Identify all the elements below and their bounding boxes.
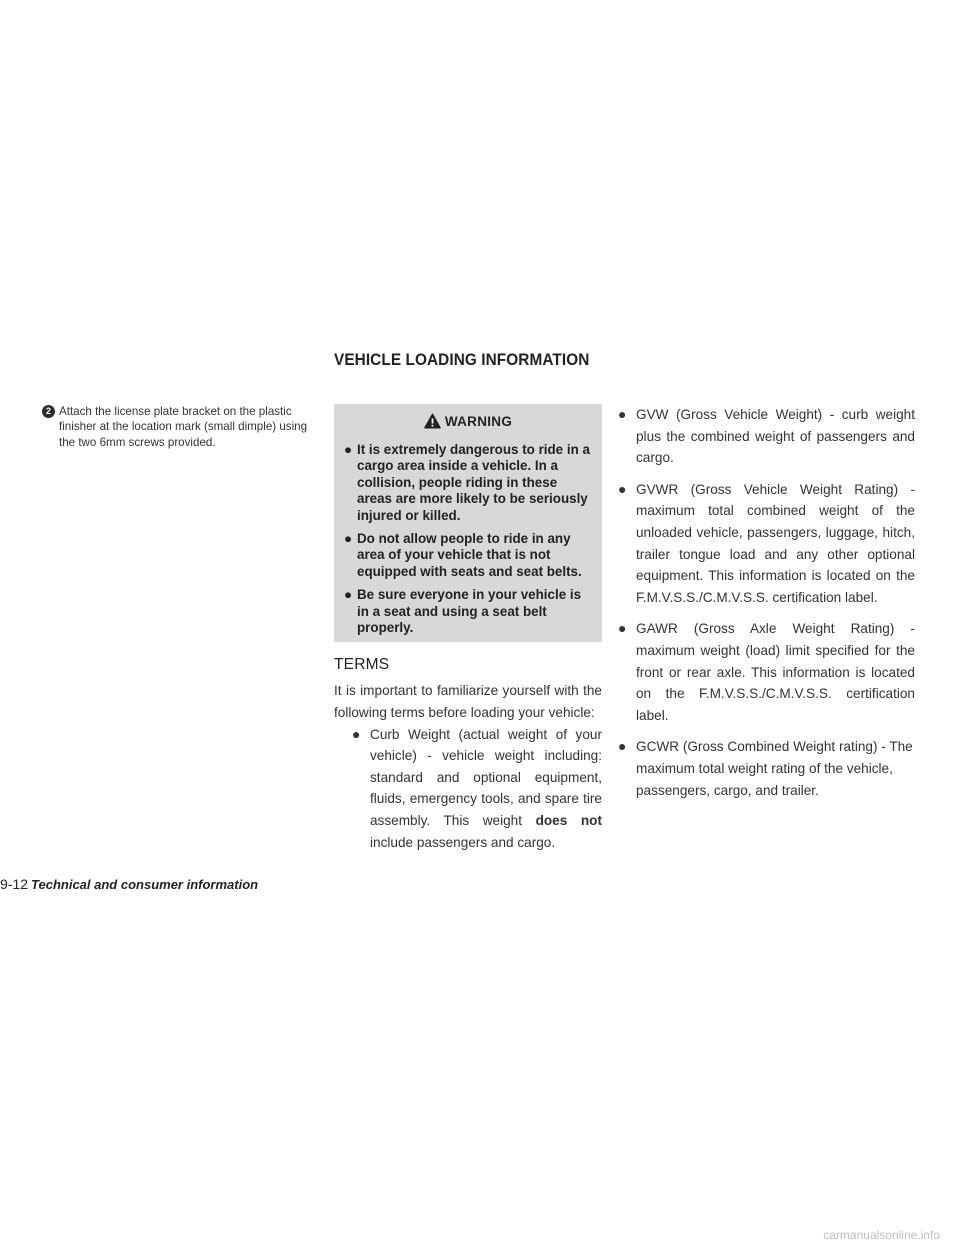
bullet-icon: ●	[344, 587, 353, 603]
column-left	[42, 404, 317, 450]
warning-item	[344, 531, 592, 580]
term-text: GVWR (Gross Vehicle Weight Rating) - maximum total combined weight of the unloaded vehicle, passengers, luggage, hitch, trailer tongue load and any other optional equipment. This information is located on the F.M.V.S.S./C.M.V.S.S. certification label.	[636, 481, 915, 605]
warning-text: Be sure everyone in your vehicle is in a seat and using a seat belt properly.	[357, 587, 582, 636]
step-text: Attach the license plate bracket on the plastic finisher at the location mark (small dimple) using the two 6mm screws provided.	[59, 405, 308, 449]
warning-item	[344, 587, 592, 636]
term-item-curb-weight	[352, 724, 602, 854]
term-text	[370, 724, 602, 854]
warning-header	[344, 407, 592, 435]
watermark: carmanualsonline.info	[823, 1228, 940, 1242]
term-text: GCWR (Gross Combined Weight rating) - The maximum total weight rating of the vehicle, passengers, cargo, and trailer.	[636, 739, 913, 798]
term-text-after: include passengers and cargo.	[370, 834, 556, 850]
warning-triangle-icon	[424, 413, 441, 429]
term-text-before: Curb Weight (actual weight of your vehicle) - vehicle weight including: standard and optional equipment, fluids, emergency tools, and spare tire assembly. This weight	[370, 726, 602, 829]
page-footer	[0, 876, 258, 892]
section-heading: VEHICLE LOADING INFORMATION	[334, 351, 590, 369]
terms-intro: It is important to familiarize yourself with the following terms before loading your vehicle:	[334, 683, 602, 721]
bullet-icon: ●	[618, 738, 627, 755]
term-item-gvwr	[618, 479, 915, 609]
bullet-icon: ●	[344, 442, 353, 457]
warning-box	[334, 404, 602, 642]
term-text: GVW (Gross Vehicle Weight) - curb weight plus the combined weight of passengers and cargo.	[636, 407, 915, 466]
bullet-icon: ●	[618, 406, 627, 422]
term-item-gcwr	[618, 736, 915, 801]
bullet-icon: ●	[352, 725, 361, 742]
warning-item	[344, 442, 592, 524]
bullet-icon: ●	[618, 480, 627, 497]
warning-text: It is extremely dangerous to ride in a cargo area inside a vehicle. In a collision, people riding in these areas are more likely to be seriously injured or killed.	[357, 442, 590, 523]
term-emphasis: does not	[535, 813, 602, 829]
step-item	[42, 404, 317, 450]
bullet-icon: ●	[618, 620, 627, 637]
warning-text: Do not allow people to ride in any area of your vehicle that is not equipped with seats and seat belts.	[357, 531, 582, 579]
step-number: 2	[42, 405, 55, 418]
term-item-gawr	[618, 618, 915, 726]
warning-title: WARNING	[444, 413, 513, 429]
terms-title: TERMS	[334, 656, 390, 674]
term-text: GAWR (Gross Axle Weight Rating) - maximum weight (load) limit specified for the front or rear axle. This information is located on the F.M.V.S.S./C.M.V.S.S. certification label.	[636, 621, 915, 723]
bullet-icon: ●	[344, 531, 353, 547]
column-right	[618, 404, 915, 811]
column-middle	[334, 404, 602, 853]
footer-title: Technical and consumer information	[31, 877, 259, 892]
term-item-gvw	[618, 404, 915, 469]
page-number: 9-12	[0, 876, 29, 892]
